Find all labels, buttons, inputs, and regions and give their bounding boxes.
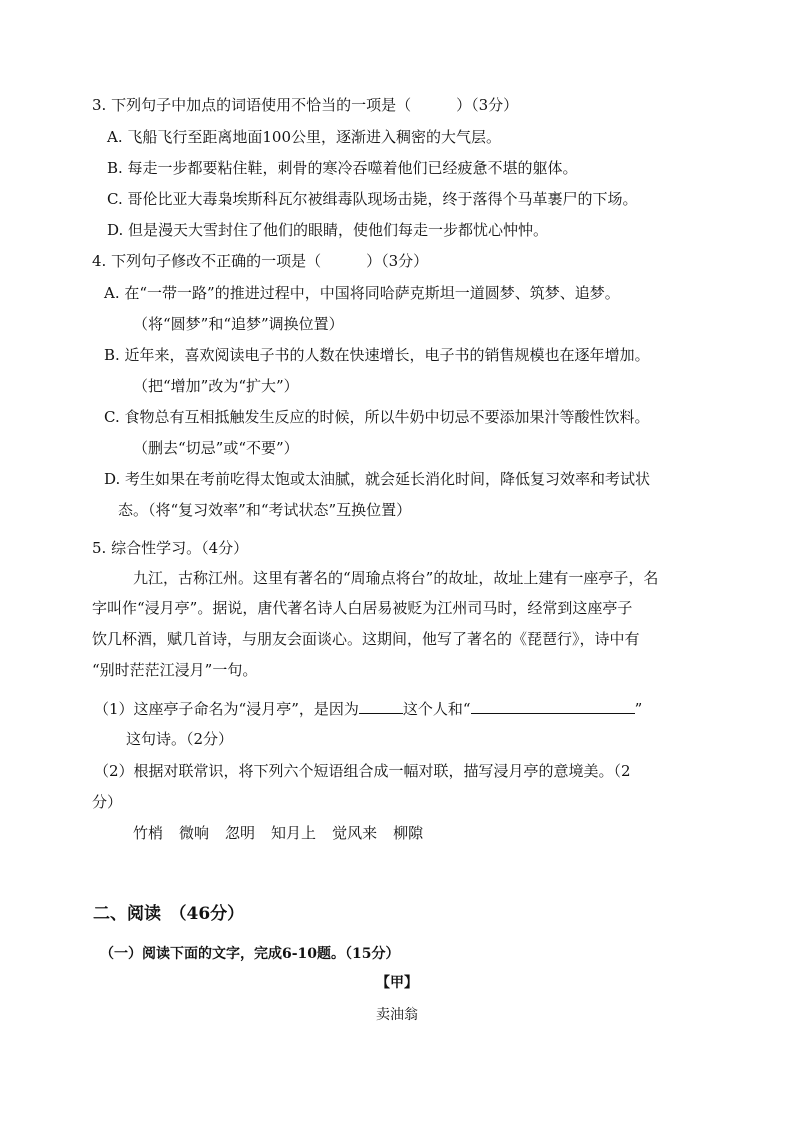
q5-paragraph-line: “别时茫茫江浸月”一句。: [92, 661, 258, 679]
q5-sub1: [94, 698, 642, 719]
q5-stem: 5. 综合性学习。（4分）: [92, 539, 249, 557]
q4-option-b: B. 近年来，喜欢阅读电子书的人数在快速增长，电子书的销售规模也在逐年增加。: [104, 346, 650, 364]
section-title-reading: 二、阅读 （46分）: [93, 904, 245, 924]
q5-sub2-cont: 分）: [92, 793, 123, 811]
q5-paragraph-line: 字叫作“浸月亭”。据说，唐代著名诗人白居易被贬为江州司马时，经常到这座亭子: [92, 599, 633, 617]
q4-option-d: D. 考生如果在考前吃得太饱或太油腻，就会延长消化时间，降低复习效率和考试状: [104, 470, 651, 488]
q5-sub1-text-b: 这个人和“: [402, 700, 471, 718]
q5-paragraph-line: 九江，古称江州。这里有著名的“周瑜点将台”的故址，故址上建有一座亭子，名: [118, 569, 659, 587]
answer-blank-person[interactable]: [359, 698, 403, 714]
phrase-item: 觉风来: [332, 824, 378, 842]
q5-sub2: （2）根据对联常识，将下列六个短语组合成一幅对联，描写浸月亭的意境美。（2: [94, 762, 631, 780]
q4-option-a: A. 在“一带一路”的推进过程中，中国将同哈萨克斯坦一道圆梦、筑梦、追梦。: [104, 284, 620, 302]
q4-option-d-cont: 态。（将“复习效率”和“考试状态”互换位置）: [118, 501, 412, 519]
passage-title: 卖油翁: [376, 1007, 418, 1023]
phrase-item: 知月上: [271, 824, 317, 842]
phrase-item: 微响: [179, 824, 210, 842]
q3-option-c: C. 哥伦比亚大毒枭埃斯科瓦尔被缉毒队现场击毙，终于落得个马革裹尸的下场。: [107, 190, 638, 208]
q4-option-c-note: （删去“切忌”或“不要”）: [133, 439, 299, 457]
q5-sub1-cont: 这句诗。（2分）: [126, 730, 234, 748]
phrase-list: [133, 823, 439, 843]
subsection-title: （一）阅读下面的文字，完成6-10题。（15分）: [100, 946, 400, 962]
q4-option-a-note: （将“圆梦”和“追梦”调换位置）: [133, 315, 344, 333]
phrase-item: 竹梢: [133, 824, 164, 842]
answer-blank-poem-line[interactable]: [471, 698, 635, 714]
q5-paragraph-line: 饮几杯酒，赋几首诗，与朋友会面谈心。这期间，他写了著名的《琵琶行》，诗中有: [92, 630, 640, 648]
q3-option-d: D. 但是漫天大雪封住了他们的眼睛，使他们每走一步都忧心忡忡。: [107, 221, 549, 239]
q3-option-a: A. 飞船飞行至距离地面100公里，逐渐进入稠密的大气层。: [107, 128, 502, 146]
phrase-item: 忽明: [225, 824, 256, 842]
phrase-item: 柳隙: [393, 824, 424, 842]
q5-sub1-text-a: （1）这座亭子命名为“浸月亭”，是因为: [94, 700, 359, 718]
passage-label: 【甲】: [376, 975, 418, 991]
q3-stem: 3. 下列句子中加点的词语使用不恰当的一项是（ ）（3分）: [92, 96, 519, 114]
q4-option-b-note: （把“增加”改为“扩大”）: [133, 377, 299, 395]
q4-option-c: C. 食物总有互相抵触发生反应的时候，所以牛奶中切忌不要添加果汁等酸性饮料。: [104, 408, 650, 426]
q5-sub1-text-c: ”: [634, 700, 643, 718]
q3-option-b: B. 每走一步都要粘住鞋，刺骨的寒冷吞噬着他们已经疲惫不堪的躯体。: [107, 159, 578, 177]
q4-stem: 4. 下列句子修改不正确的一项是（ ）（3分）: [92, 252, 429, 270]
